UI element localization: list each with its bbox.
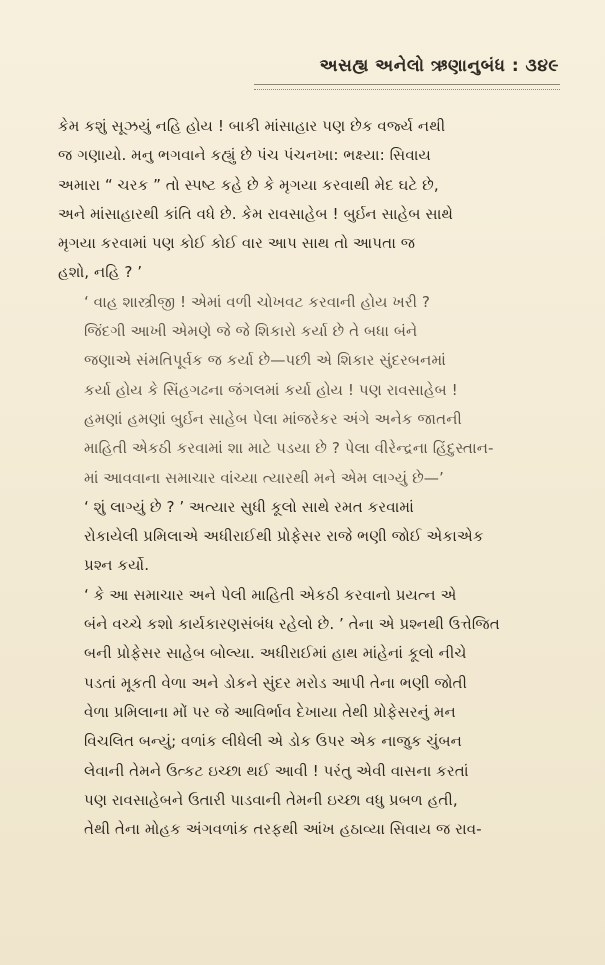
paragraph-1 (58, 112, 568, 288)
text-line: હમણાં હમણાં બુર્ઇન સાહેબ પેલા માંજરેકર અંગે અનેક જાતની (84, 409, 462, 428)
text-line: પ્રશ્ન કર્યો. (84, 556, 150, 575)
text-line: તેથી તેના મોહક અંગવળાંક તરફથી આંખ હઠાવ્યા સિવાય જ રાવ- (84, 820, 482, 839)
text-line: કર્યા હોય કે સિંહગઢના જંગલમાં કર્યા હોય ! પણ રાવસાહેબ ! (84, 380, 458, 399)
text-line: માહિતી એકઠી કરવામાં શા માટે પડયા છે ? પેલા વીરેન્દ્રના હિંદુસ્તાન- (84, 439, 494, 458)
text-line: ‘ શું લાગ્યું છે ? ’ અત્યાર સુધી કૂલો સાથે રમત કરવામાં (84, 497, 414, 516)
text-line: બંને વચ્ચે કશો કાર્યકારણસંબંધ રહેલો છે. ’ તેના એ પ્રશ્નથી ઉત્તેજિત (84, 615, 500, 634)
text-line: હશો, નહિ ? ’ (58, 263, 143, 282)
text-line: પડતાં મૂકતી વેળા અને ડોકને સુંદર મરોડ આપી તેના ભણી જોતી (84, 673, 467, 692)
text-line: અને માંસાહારથી કાંતિ વધે છે. કેમ રાવસાહેબ ! બુર્ઇન સાહેબ સાથે (58, 204, 454, 223)
text-line: પણ રાવસાહેબને ઉતારી પાડવાની તેમની ઇચ્છા વધુ પ્રબળ હતી, (84, 790, 458, 809)
text-line: અમારા “ ચરક ” તો સ્પષ્ટ કહે છે કે મૃગયા કરવાથી મેદ ઘટે છે, (58, 175, 439, 194)
text-line: વિચલિત બન્યું; વળાંક લીધેલી એ ડોક ઉપર એક નાજુક ચુંબન (84, 732, 462, 751)
running-header: અસહ્ય અનેલો ઋણાનુબંધ : ૩૪૯ (319, 56, 559, 76)
paragraph-4 (58, 581, 568, 845)
text-line: જિંદગી આખી એમણે જે જે શિકારો કર્યા છે તે બધા બંને (84, 322, 418, 341)
text-line: માં આવવાના સમાચાર વાંચ્યા ત્યારથી મને એમ લાગ્યું છે—’ (84, 468, 444, 487)
text-line: કેમ કશું સૂઝયું નહિ હોય ! બાકી માંસાહાર પણ છેક વર્જ્ય નથી (58, 117, 446, 135)
text-line: ‘ વાહ શાસ્ત્રીજી ! એમાં વળી ચોખવટ કરવાની હોય ખરી ? (84, 292, 430, 311)
text-line: જ ગણાયો. મનુ ભગવાને કહ્યું છે પંચ પંચનખા: ભક્ષ્યા: સિવાય (58, 146, 431, 165)
text-line: મૃગયા કરવામાં પણ કોઈ કોઈ વાર આપ સાથ તો આપતા જ (58, 234, 416, 253)
text-line: રોકાયેલી પ્રમિલાએ અધીરાઈથી પ્રોફેસર રાજે ભણી જોઈ એકાએક (84, 527, 484, 546)
text-line: બની પ્રોફેસર સાહેબ બોલ્યા. અધીરાઈમાં હાથ માંહેનાં કૂલો નીચે (84, 644, 467, 663)
paragraph-2 (58, 288, 568, 493)
paragraph-3 (58, 493, 568, 581)
text-line: લેવાની તેમને ઉત્કટ ઇચ્છા થઈ આવી ! પરંતુ એવી વાસના કરતાં (84, 761, 469, 780)
header-underline (254, 84, 560, 90)
body-text (58, 112, 568, 844)
text-line: જણાએ સંમતિપૂર્વક જ કર્યા છે—પછી એ શિકાર સુંદરબનમાં (84, 351, 446, 370)
text-line: વેળા પ્રમિલાના મોં પર જે આવિર્ભાવ દેખાયા તેથી પ્રોફેસરનું મન (84, 702, 456, 721)
text-line: ‘ કે આ સમાચાર અને પેલી માહિતી એકઠી કરવાનો પ્રયત્ન એ (84, 585, 457, 604)
